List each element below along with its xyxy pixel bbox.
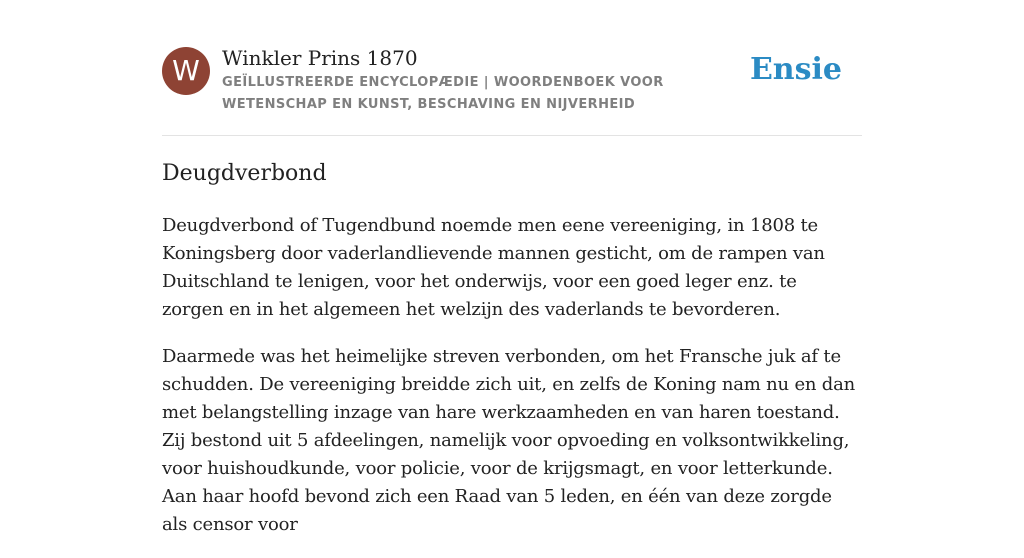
article-paragraph: Deugdverbond of Tugendbund noemde men eene vereeniging, in 1808 te Koningsberg door vaderlandlievende mannen gesticht, om de rampen van Duitschland te lenigen, voor het onderwijs, voor een goed leger enz. te zorgen en in het algemeen het welzijn des vaderlands te bevorderen.: [162, 215, 825, 320]
source-title[interactable]: Winkler Prins 1870: [222, 46, 418, 70]
article-body: [162, 212, 862, 558]
source-avatar[interactable]: W: [162, 47, 210, 95]
article-title: Deugdverbond: [162, 161, 327, 186]
ensie-logo[interactable]: Ensie: [749, 52, 842, 87]
source-subtitle: GEÏLLUSTREERDE ENCYCLOPÆDIE | WOORDENBOEK VOOR WETENSCHAP EN KUNST, BESCHAVING EN NIJVERHEID: [222, 75, 664, 112]
source-header: [162, 44, 862, 136]
article-paragraph: Daarmede was het heimelijke streven verbonden, om het Fransche juk af te schudden. De vereeniging breidde zich uit, en zelfs de Koning nam nu en dan met belangstelling inzage van hare werkzaamheden en van haren toestand. Zij bestond uit 5 afdeelingen, namelijk voor opvoeding en volksontwikkeling, voor huishoudkunde, voor policie, voor de krijgsmagt, en voor letterkunde. Aan haar hoofd bevond zich een Raad van 5 leden, en één van deze zorgde als censor voor: [162, 346, 856, 535]
header-divider: [162, 135, 862, 136]
